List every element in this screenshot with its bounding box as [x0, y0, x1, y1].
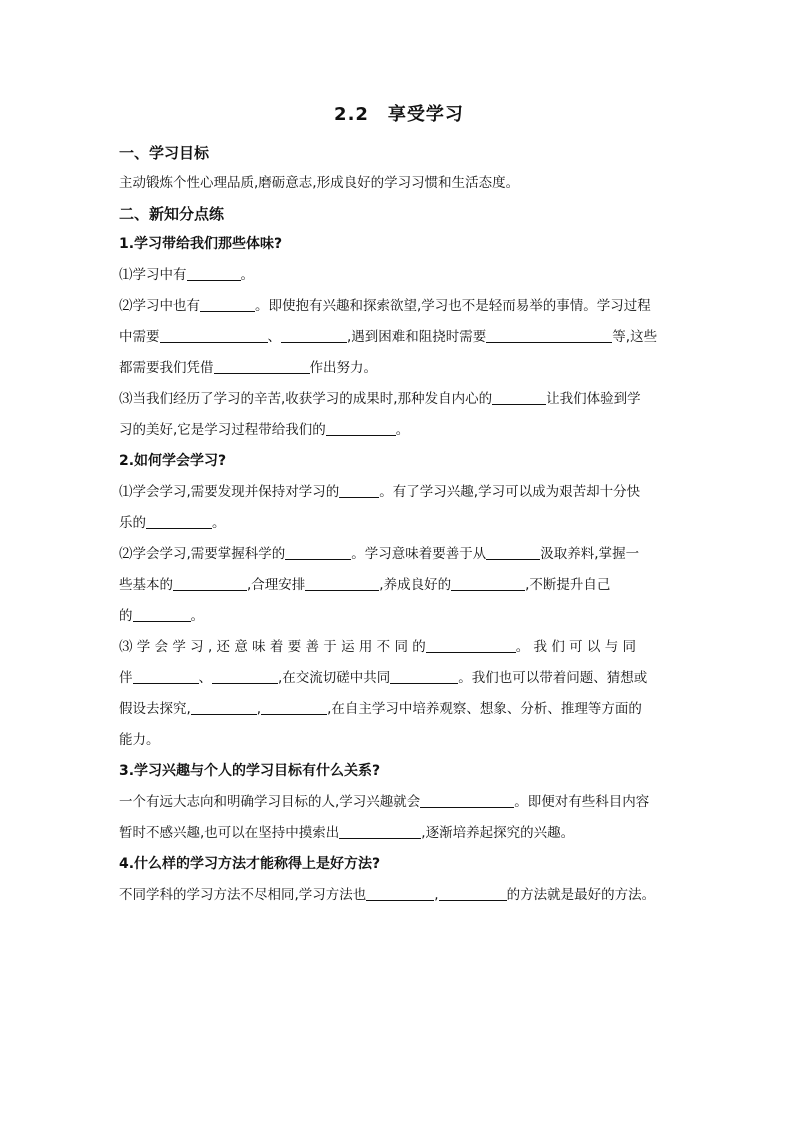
question-3-title: 3.学习兴趣与个人的学习目标有什么关系? — [119, 763, 381, 779]
answer-blank[interactable] — [439, 886, 507, 901]
answer-blank[interactable] — [285, 545, 351, 560]
answer-blank[interactable] — [486, 328, 612, 343]
question-1-line-2: ⑵学习中也有 。即使抱有兴趣和探索欲望,学习也不是轻而易举的事情。学习过程 — [119, 298, 651, 314]
question-2-line-5: 的 。 — [119, 608, 204, 624]
question-1-line-3: 中需要 、 ,遇到困难和阻挠时需要 等,这些 — [119, 329, 658, 345]
worksheet-page — [119, 100, 679, 911]
question-2-line-7: 伴 、 ,在交流切磋中共同 。我们也可以带着问题、猜想或 — [119, 670, 648, 686]
answer-blank[interactable] — [261, 700, 327, 715]
question-2-line-1: ⑴学会学习,需要发现并保持对学习的 。有了学习兴趣,学习可以成为艰苦却十分快 — [119, 484, 641, 500]
page-title: 2.2 享受学习 — [334, 104, 464, 125]
answer-blank[interactable] — [187, 266, 241, 281]
answer-blank[interactable] — [426, 638, 516, 653]
answer-blank[interactable] — [420, 793, 514, 808]
objectives-text: 主动锻炼个性心理品质,磨砺意志,形成良好的学习习惯和生活态度。 — [119, 175, 520, 191]
answer-blank[interactable] — [133, 607, 191, 622]
answer-blank[interactable] — [281, 328, 347, 343]
question-1-line-6: 习的美好,它是学习过程带给我们的 。 — [119, 422, 410, 438]
question-2-line-8: 假设去探究, , ,在自主学习中培养观察、想象、分析、推理等方面的 — [119, 701, 642, 717]
answer-blank[interactable] — [146, 514, 212, 529]
question-2-title: 2.如何学会学习? — [119, 453, 227, 469]
answer-blank[interactable] — [173, 576, 247, 591]
section-heading-practice: 二、新知分点练 — [119, 205, 225, 223]
question-2-line-9: 能力。 — [119, 732, 160, 748]
question-1-line-5: ⑶当我们经历了学习的辛苦,收获学习的成果时,那种发自内心的 让我们体验到学 — [119, 391, 641, 407]
answer-blank[interactable] — [305, 576, 379, 591]
answer-blank[interactable] — [212, 669, 278, 684]
section-heading-objectives: 一、学习目标 — [119, 144, 210, 162]
question-2-line-2: 乐的 。 — [119, 515, 226, 531]
question-4-title: 4.什么样的学习方法才能称得上是好方法? — [119, 856, 381, 872]
answer-blank[interactable] — [326, 421, 396, 436]
answer-blank[interactable] — [160, 328, 268, 343]
answer-blank[interactable] — [339, 483, 379, 498]
question-4-line-1: 不同学科的学习方法不尽相同,学习方法也 , 的方法就是最好的方法。 — [119, 887, 656, 903]
question-1-title: 1.学习带给我们那些体味? — [119, 236, 283, 252]
answer-blank[interactable] — [133, 669, 199, 684]
question-2-line-3: ⑵学会学习,需要掌握科学的 。学习意味着要善于从 汲取养料,掌握一 — [119, 546, 640, 562]
question-2-line-6: ⑶ 学 会 学 习 , 还 意 味 着 要 善 于 运 用 不 同 的 。 我 们 可 以 与 同 — [119, 639, 636, 655]
question-3-line-1: 一个有远大志向和明确学习目标的人,学习兴趣就会 。即便对有些科目内容 — [119, 794, 650, 810]
answer-blank[interactable] — [339, 824, 421, 839]
question-1-line-4: 都需要我们凭借 作出努力。 — [119, 360, 377, 376]
question-1-line-1: ⑴学习中有 。 — [119, 267, 254, 283]
question-2-line-4: 些基本的 ,合理安排 ,养成良好的 ,不断提升自己 — [119, 577, 611, 593]
answer-blank[interactable] — [492, 390, 546, 405]
question-3-line-2: 暂时不感兴趣,也可以在坚持中摸索出 ,逐渐培养起探究的兴趣。 — [119, 825, 575, 841]
answer-blank[interactable] — [191, 700, 257, 715]
answer-blank[interactable] — [366, 886, 434, 901]
answer-blank[interactable] — [200, 297, 255, 312]
answer-blank[interactable] — [451, 576, 525, 591]
answer-blank[interactable] — [214, 359, 310, 374]
answer-blank[interactable] — [486, 545, 540, 560]
answer-blank[interactable] — [390, 669, 458, 684]
